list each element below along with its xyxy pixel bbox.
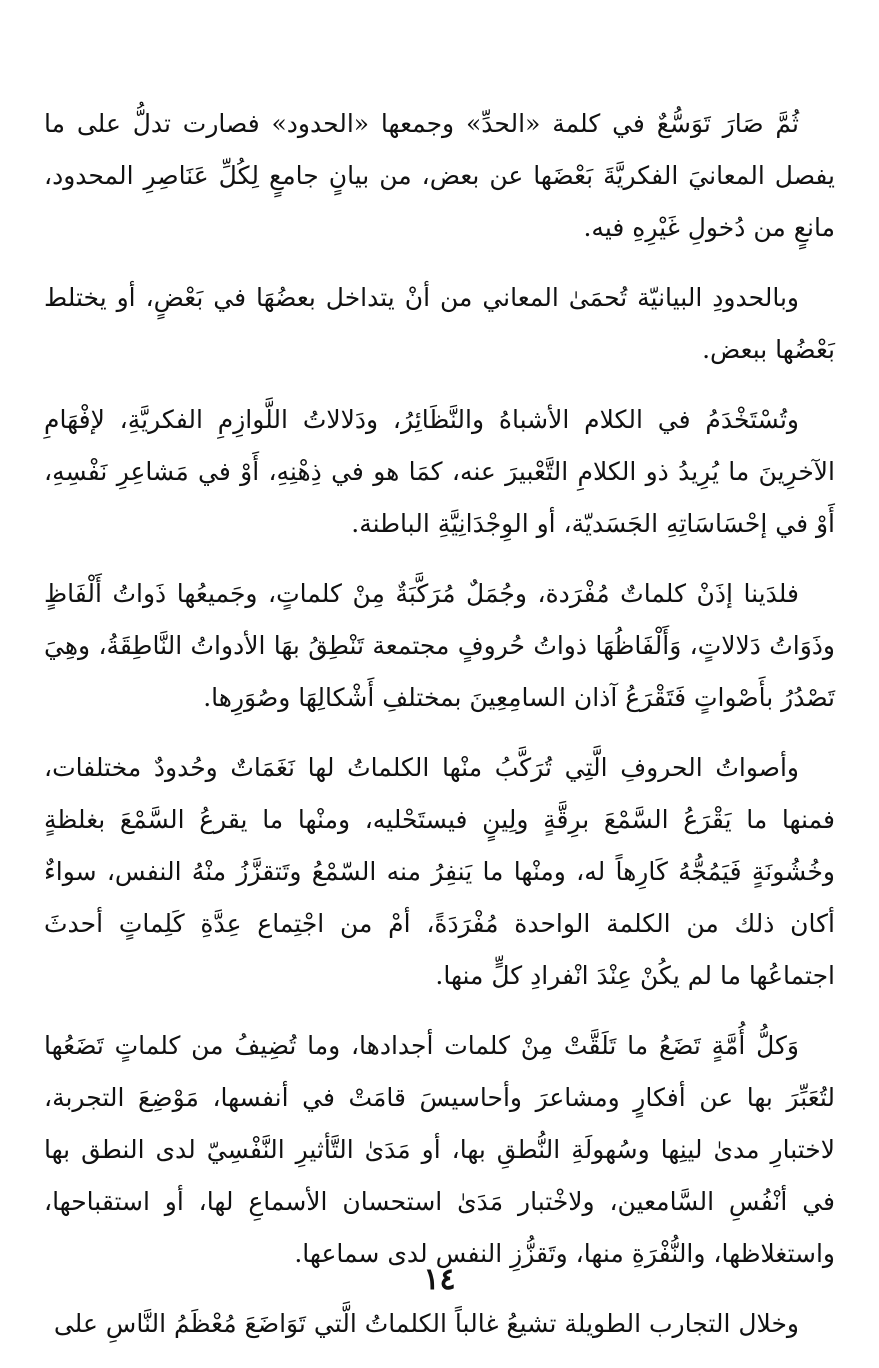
body-text <box>44 98 835 1350</box>
page-number: ١٤ <box>423 1262 456 1297</box>
paragraph: وخلال التجارب الطويلة تشيعُ غالباً الكلماتُ الَّتي تَوَاضَعَ مُعْظَمُ النَّاسِ على <box>53 1309 799 1338</box>
paragraph: وَكلُّ أُمَّةٍ تَضَعُ ما تَلَقَّتْ مِنْ كلمات أجدادها، وما تُضِيفُ من كلماتٍ تَضَعُها لتُعَبِّرَ بها عن أفكارٍ ومشاعرَ وأحاسيسَ قامَتْ في أنفسها، مَوْضِعَ التجربة، لاختبارِ مدىٰ لينِها وسُهولَةِ النُّطقِ بها، أو مَدَىٰ التَّأثيرِ النَّفْسِيّ لدى النطق بها في أنْفُسِ السَّامعين، ولاخْتبار مَدَىٰ استحسان الأسماعِ لها، أو استقباحها، واستغلاظها، والنُّفْرَةِ منها، وتَقزُّزِ النفس لدى سماعها. <box>44 1031 835 1268</box>
paragraph: ثُمَّ صَارَ تَوَسُّعٌ في كلمة «الحدِّ» وجمعها «الحدود» فصارت تدلُّ على ما يفصل المعانيَ الفكريَّةَ بَعْضَها عن بعض، من بيانٍ جامعٍ لِكُلِّ عَنَاصِرِ المحدود، مانعٍ من دُخولِ غَيْرِهِ فيه. <box>44 109 835 242</box>
paragraph: وبالحدودِ البيانيّة تُحمَىٰ المعاني من أنْ يتداخل بعضُهَا في بَعْضٍ، أو يختلط بَعْضُها ببعض. <box>44 283 835 364</box>
paragraph: فلدَينا إذَنْ كلماتٌ مُفْرَدة، وجُمَلٌ مُرَكَّبَةٌ مِنْ كلماتٍ، وجَميعُها ذَواتُ أَلْفَاظٍ وذَوَاتُ دَلالاتٍ، وَأَلْفَاظُهَا ذواتُ حُروفٍ مجتمعة تَنْطِقُ بهَا الأدواتُ النَّاطِقَةُ، وهِيَ تَصْدُرُ بأَصْواتٍ فَتَقْرَعُ آذان السامِعِينَ بمختلفِ أَشْكالِهَا وصُوَرِها. <box>44 579 835 712</box>
paragraph: وتُسْتَخْدَمُ في الكلام الأشباهُ والنَّظَائِرُ، ودَلالاتُ اللَّوازِمِ الفكريَّةِ، لإفْهَامِ الآخرِينَ ما يُرِيدُ ذو الكلامِ التَّعْبيرَ عنه، كمَا هو في ذِهْنِهِ، أَوْ في مَشاعِرِ نَفْسِهِ، أَوْ في إحْسَاسَاتِهِ الجَسَديّة، أو الوِجْدَانِيَّةِ الباطنة. <box>44 405 835 538</box>
paragraph: وأصواتُ الحروفِ الَّتِي تُرَكَّبُ منْها الكلماتُ لها نَغَمَاتٌ وحُدودٌ مختلفات، فمنها ما يَقْرَعُ السَّمْعَ برِقَّةٍ ولِينٍ فيستَحْليه، ومنْها ما يقرعُ السَّمْعَ بغلظةٍ وخُشُونَةٍ فَيَمُجُّهُ كَارِهاً له، ومنْها ما يَنفِرُ منه السّمْعُ وتَتقزَّزُ منْهُ النفس، سواءٌ أكان ذلك من الكلمة الواحدة مُفْرَدَةً، أمْ من اجْتِماع عِدَّةِ كَلِماتٍ أحدثَ اجتماعُها ما لم يكُنْ عِنْدَ انْفرادِ كلٍّ منها. <box>44 753 835 990</box>
